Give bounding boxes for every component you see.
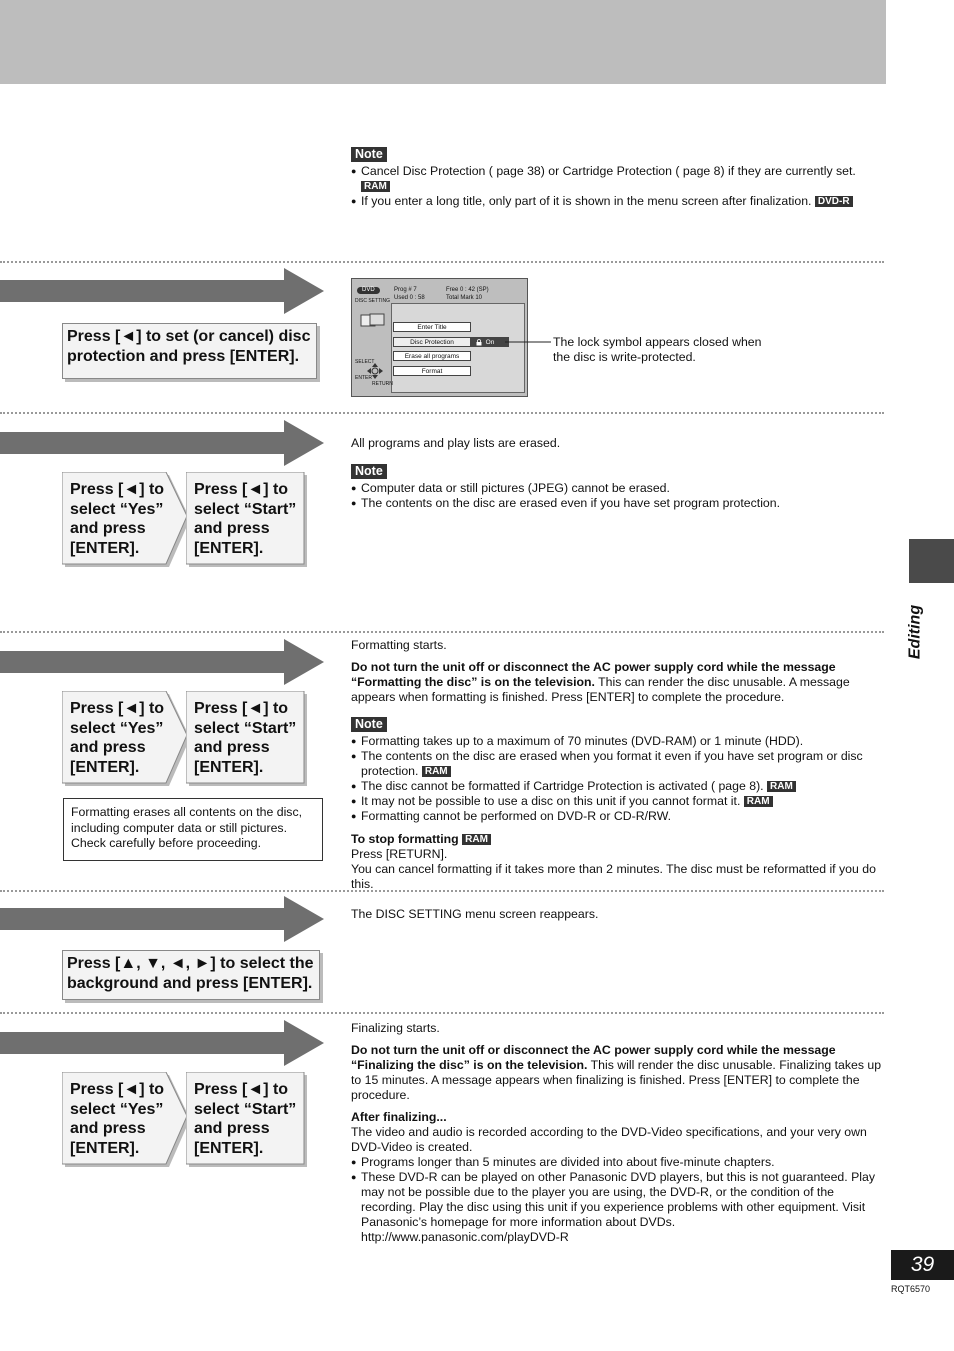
menu-enter-title[interactable]: Enter Title [393, 322, 471, 332]
callout-line [505, 338, 551, 346]
note-item: ● It may not be possible to use a disc on this unit if you cannot format it. RAM [351, 794, 883, 809]
step-arrow-icon [0, 896, 324, 942]
step-select-background: Press [▲, ▼, ◄, ►] to select the background and press [ENTER]. [62, 950, 320, 1000]
info-used: Used 0 : 58 [394, 295, 425, 301]
note-item: ● The contents on the disc are erased even if you have set program protection. [351, 496, 883, 511]
divider [0, 261, 884, 263]
return-label: RETURN [372, 381, 393, 387]
select-label: SELECT [355, 359, 375, 365]
lock-icon [476, 339, 482, 346]
format-warning: Formatting erases all contents on the disc, including computer data or still pictures. Check carefully before proceeding. [63, 798, 323, 861]
dvdr-tag: DVD-R [815, 196, 853, 207]
note-item: ● The disc cannot be formatted if Cartridge Protection is activated ( page 8). RAM [351, 779, 883, 794]
stop-line2: You can cancel formatting if it takes more than 2 minutes. The disc must be reformatted if you do this. [351, 862, 876, 891]
info-prog: Prog # 7 [394, 287, 417, 293]
menu-disc-protection[interactable]: Disc Protection [393, 337, 471, 347]
step-select-yes: Press [◄] to select “Yes” and press [ENTER]. [62, 472, 189, 564]
stop-heading: To stop formatting RAM [351, 832, 883, 847]
step-select-start: Press [◄] to select “Start” and press [ENTER]. [186, 472, 304, 564]
note-item: ● The contents on the disc are erased when you format it even if you have set program or disc protection. RAM [351, 749, 883, 779]
ram-tag: RAM [767, 781, 796, 792]
divider [0, 890, 884, 892]
after-bullet: ● These DVD-R can be played on other Panasonic DVD players, but this is not guaranteed. Play may not be possible due to the player you are using, the DVD-R, or the condition of the recording. Play the disc using this unit if you experience problems with other equipment. Visit Panasonic’s homepage for more information about DVDs. http://www.panasonic.com/playDVD-R [351, 1170, 883, 1245]
step-arrow-icon [0, 268, 324, 314]
finalize-caution: Do not turn the unit off or disconnect the AC power supply cord while the message “Finalizing the disc” is on the television. This will render the disc unusable. Finalizing takes up to 15 minutes. A message appears when finalizing is finished. Press [ENTER] to complete the procedure. [351, 1043, 882, 1102]
finalize-result: Finalizing starts. [351, 1021, 440, 1035]
doc-code: RQT6570 [891, 1284, 931, 1294]
page-number: 39 [891, 1250, 954, 1280]
erase-info [351, 436, 883, 511]
side-label: Editing [906, 604, 924, 660]
erase-result: All programs and play lists are erased. [351, 436, 561, 450]
info-free: Free 0 : 42 (SP) [446, 287, 489, 293]
note-label: Note [351, 464, 387, 479]
step-select-yes: Press [◄] to select “Yes” and press [ENTER]. [62, 1072, 189, 1164]
after-bullet: ● Programs longer than 5 minutes are divided into about five-minute chapters. [351, 1155, 883, 1170]
ram-tag: RAM [462, 834, 491, 845]
background-result: The DISC SETTING menu screen reappears. [351, 907, 599, 921]
format-result: Formatting starts. [351, 638, 447, 652]
protection-value[interactable]: On [471, 337, 509, 347]
lock-callout: The lock symbol appears closed when the disc is write-protected. [553, 335, 762, 364]
step-select-start: Press [◄] to select “Start” and press [ENTER]. [186, 691, 304, 783]
step-select-yes: Press [◄] to select “Yes” and press [ENTER]. [62, 691, 189, 783]
divider [0, 1012, 884, 1014]
finalize-info [351, 1021, 883, 1245]
note-item: ● Cancel Disc Protection ( page 38) or Cartridge Protection ( page 8) if they are currently set. RAM [351, 164, 883, 194]
divider [0, 631, 884, 633]
menu-erase-all[interactable]: Erase all programs [393, 351, 471, 361]
ram-tag: RAM [361, 181, 390, 192]
format-caution: Do not turn the unit off or disconnect the AC power supply cord while the message “Formatting the disc” is on the television. This can render the disc unusable. A message appears when formatting is finished. Press [ENTER] to complete the procedure. [351, 660, 850, 704]
info-total-mark: Total Mark 10 [446, 295, 483, 301]
step-arrow-icon [0, 420, 324, 466]
note-label: Note [351, 147, 387, 162]
enter-label: ENTER [355, 375, 372, 381]
after-heading: After finalizing... [351, 1110, 447, 1124]
disc-setting-icon [360, 313, 386, 329]
screen-title: DISC SETTING [355, 298, 391, 304]
dpad-icon [367, 363, 383, 379]
note-item: ● If you enter a long title, only part of it is shown in the menu screen after finalization. DVD-R [351, 194, 883, 209]
note-item: ● Formatting takes up to a maximum of 70 minutes (DVD-RAM) or 1 minute (HDD). [351, 734, 883, 749]
section-tab [909, 539, 954, 583]
step-set-protection: Press [◄] to set (or cancel) disc protection and press [ENTER]. [62, 323, 317, 379]
ram-tag: RAM [422, 766, 451, 777]
divider [0, 412, 884, 414]
ram-tag: RAM [744, 796, 773, 807]
after-text: The video and audio is recorded according to the DVD-Video specifications, and your very own DVD-Video is created. [351, 1125, 867, 1154]
step-select-start: Press [◄] to select “Start” and press [ENTER]. [186, 1072, 304, 1164]
dvd-disc-icon: DVD [357, 287, 380, 294]
step-arrow-icon [0, 639, 324, 685]
note-item: ● Computer data or still pictures (JPEG) cannot be erased. [351, 481, 883, 496]
menu-format[interactable]: Format [393, 366, 471, 376]
step-arrow-icon [0, 1020, 324, 1066]
header-bar [0, 0, 886, 84]
note-item: ● Formatting cannot be performed on DVD-R or CD-R/RW. [351, 809, 883, 824]
disc-setting-screen [351, 278, 528, 397]
top-note [351, 147, 883, 209]
format-info [351, 638, 883, 892]
menu-panel [391, 303, 525, 393]
stop-line1: Press [RETURN]. [351, 847, 448, 861]
note-label: Note [351, 717, 387, 732]
background-info [351, 907, 883, 922]
